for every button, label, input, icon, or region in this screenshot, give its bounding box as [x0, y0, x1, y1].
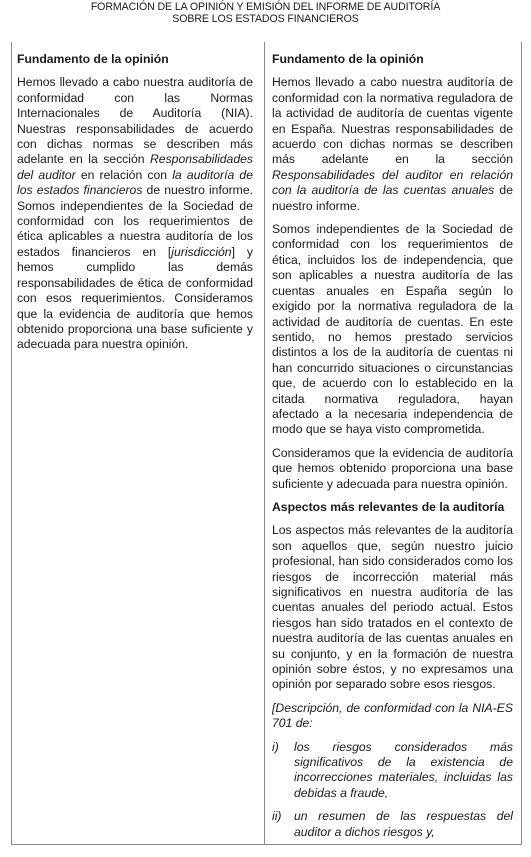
list-item-number: i)	[272, 739, 279, 754]
list-item	[272, 740, 513, 802]
left-heading-fundamento: Fundamento de la opinión	[17, 52, 169, 66]
list-item-number: ii)	[272, 809, 282, 824]
list-item-text: los riesgos considerados más significativos de la existencia de incorrecciones materiales, incluidas las debidas a fraude,	[294, 739, 513, 800]
header-line-2: SOBRE LOS ESTADOS FINANCIEROS	[172, 13, 359, 25]
right-heading-aspectos: Aspectos más relevantes de la auditoría	[272, 499, 505, 514]
column-divider	[264, 42, 265, 844]
italic-span: jurisdicción	[171, 244, 232, 259]
italic-span: la auditoría de los estados financieros	[17, 167, 253, 198]
text-span: ] y hemos cumplido las demás responsabilidades de ética de conformidad con esos requerimientos. Consideramos que la evidencia de auditoría que hemos obtenido proporciona una base suficiente y adecuada para nuestra opinión.	[17, 244, 253, 352]
right-paragraph-4: Los aspectos más relevantes de la auditoría son aquellos que, según nuestro juicio profesional, han sido considerados como los riesgos de incorrección material más significativos en nuestra auditoría de las cuentas anuales del periodo actual. Estos riesgos han sido tratados en el contexto de nuestra auditoría de las cuentas anuales en su conjunto, y en la formación de nuestra opinión sobre éstos, y no expresamos una opinión por separado sobre esos riesgos.	[272, 523, 513, 692]
page-header	[0, 1, 531, 25]
italic-span: Responsabilidades del auditor en relación con la auditoría de las cuentas anuales	[272, 167, 513, 198]
right-paragraph-1	[272, 75, 513, 214]
right-paragraph-3: Consideramos que la evidencia de auditoría que hemos obtenido proporciona una base suficiente y adecuada para nuestra opinión.	[272, 445, 513, 491]
left-column-nia	[17, 52, 253, 361]
list-item-text: un resumen de las respuestas del auditor a dichos riesgos y,	[294, 809, 513, 839]
text-span: en relación con	[75, 167, 173, 182]
italic-span: Responsabilidades del auditor	[17, 152, 253, 182]
text-span: de nuestro informe.	[272, 183, 513, 213]
left-paragraph-1	[17, 75, 253, 352]
right-heading-fundamento: Fundamento de la opinión	[272, 52, 424, 66]
text-span: Hemos llevado a cabo nuestra auditoría de conformidad con las Normas Internacionales de Auditoría (NIA). Nuestras responsabilidades de acuerdo con dichas normas se describen más adelante en la sección	[17, 75, 253, 167]
right-paragraph-2: Somos independientes de la Sociedad de conformidad con los requerimientos de ética, incluidos los de independencia, que son aplicables a nuestra auditoría de las cuentas anuales en España según lo exigido por la normativa reguladora de la actividad de auditoría de cuentas. En este sentido, no hemos prestado servicios distintos a los de la auditoría de cuentas ni han concurrido situaciones o circunstancias que, de acuerdo con lo establecido en la citada normativa reguladora, hayan afectado a la necesaria independencia de modo que se haya visto comprometida.	[272, 222, 513, 437]
comparison-table	[11, 42, 522, 845]
list-item	[272, 809, 513, 840]
text-span: de nuestro informe. Somos independientes de la Sociedad de conformidad con los requerimientos de ética aplicables a nuestra auditoría de los estados financieros en [	[17, 183, 254, 259]
right-column-nia-es	[272, 52, 513, 848]
italic-span: [Descripción, de conformidad con la NIA-ES 701 de:	[272, 700, 513, 731]
text-span: Hemos llevado a cabo nuestra auditoría de conformidad con la normativa reguladora de la actividad de auditoría de cuentas vigente en España. Nuestras responsabilidades de acuerdo con dichas normas se describen más adelante en la sección	[272, 75, 513, 167]
right-paragraph-5	[272, 701, 513, 732]
header-line-1: FORMACIÓN DE LA OPINIÓN Y EMISIÓN DEL INFORME DE AUDITORÍA	[90, 1, 441, 13]
